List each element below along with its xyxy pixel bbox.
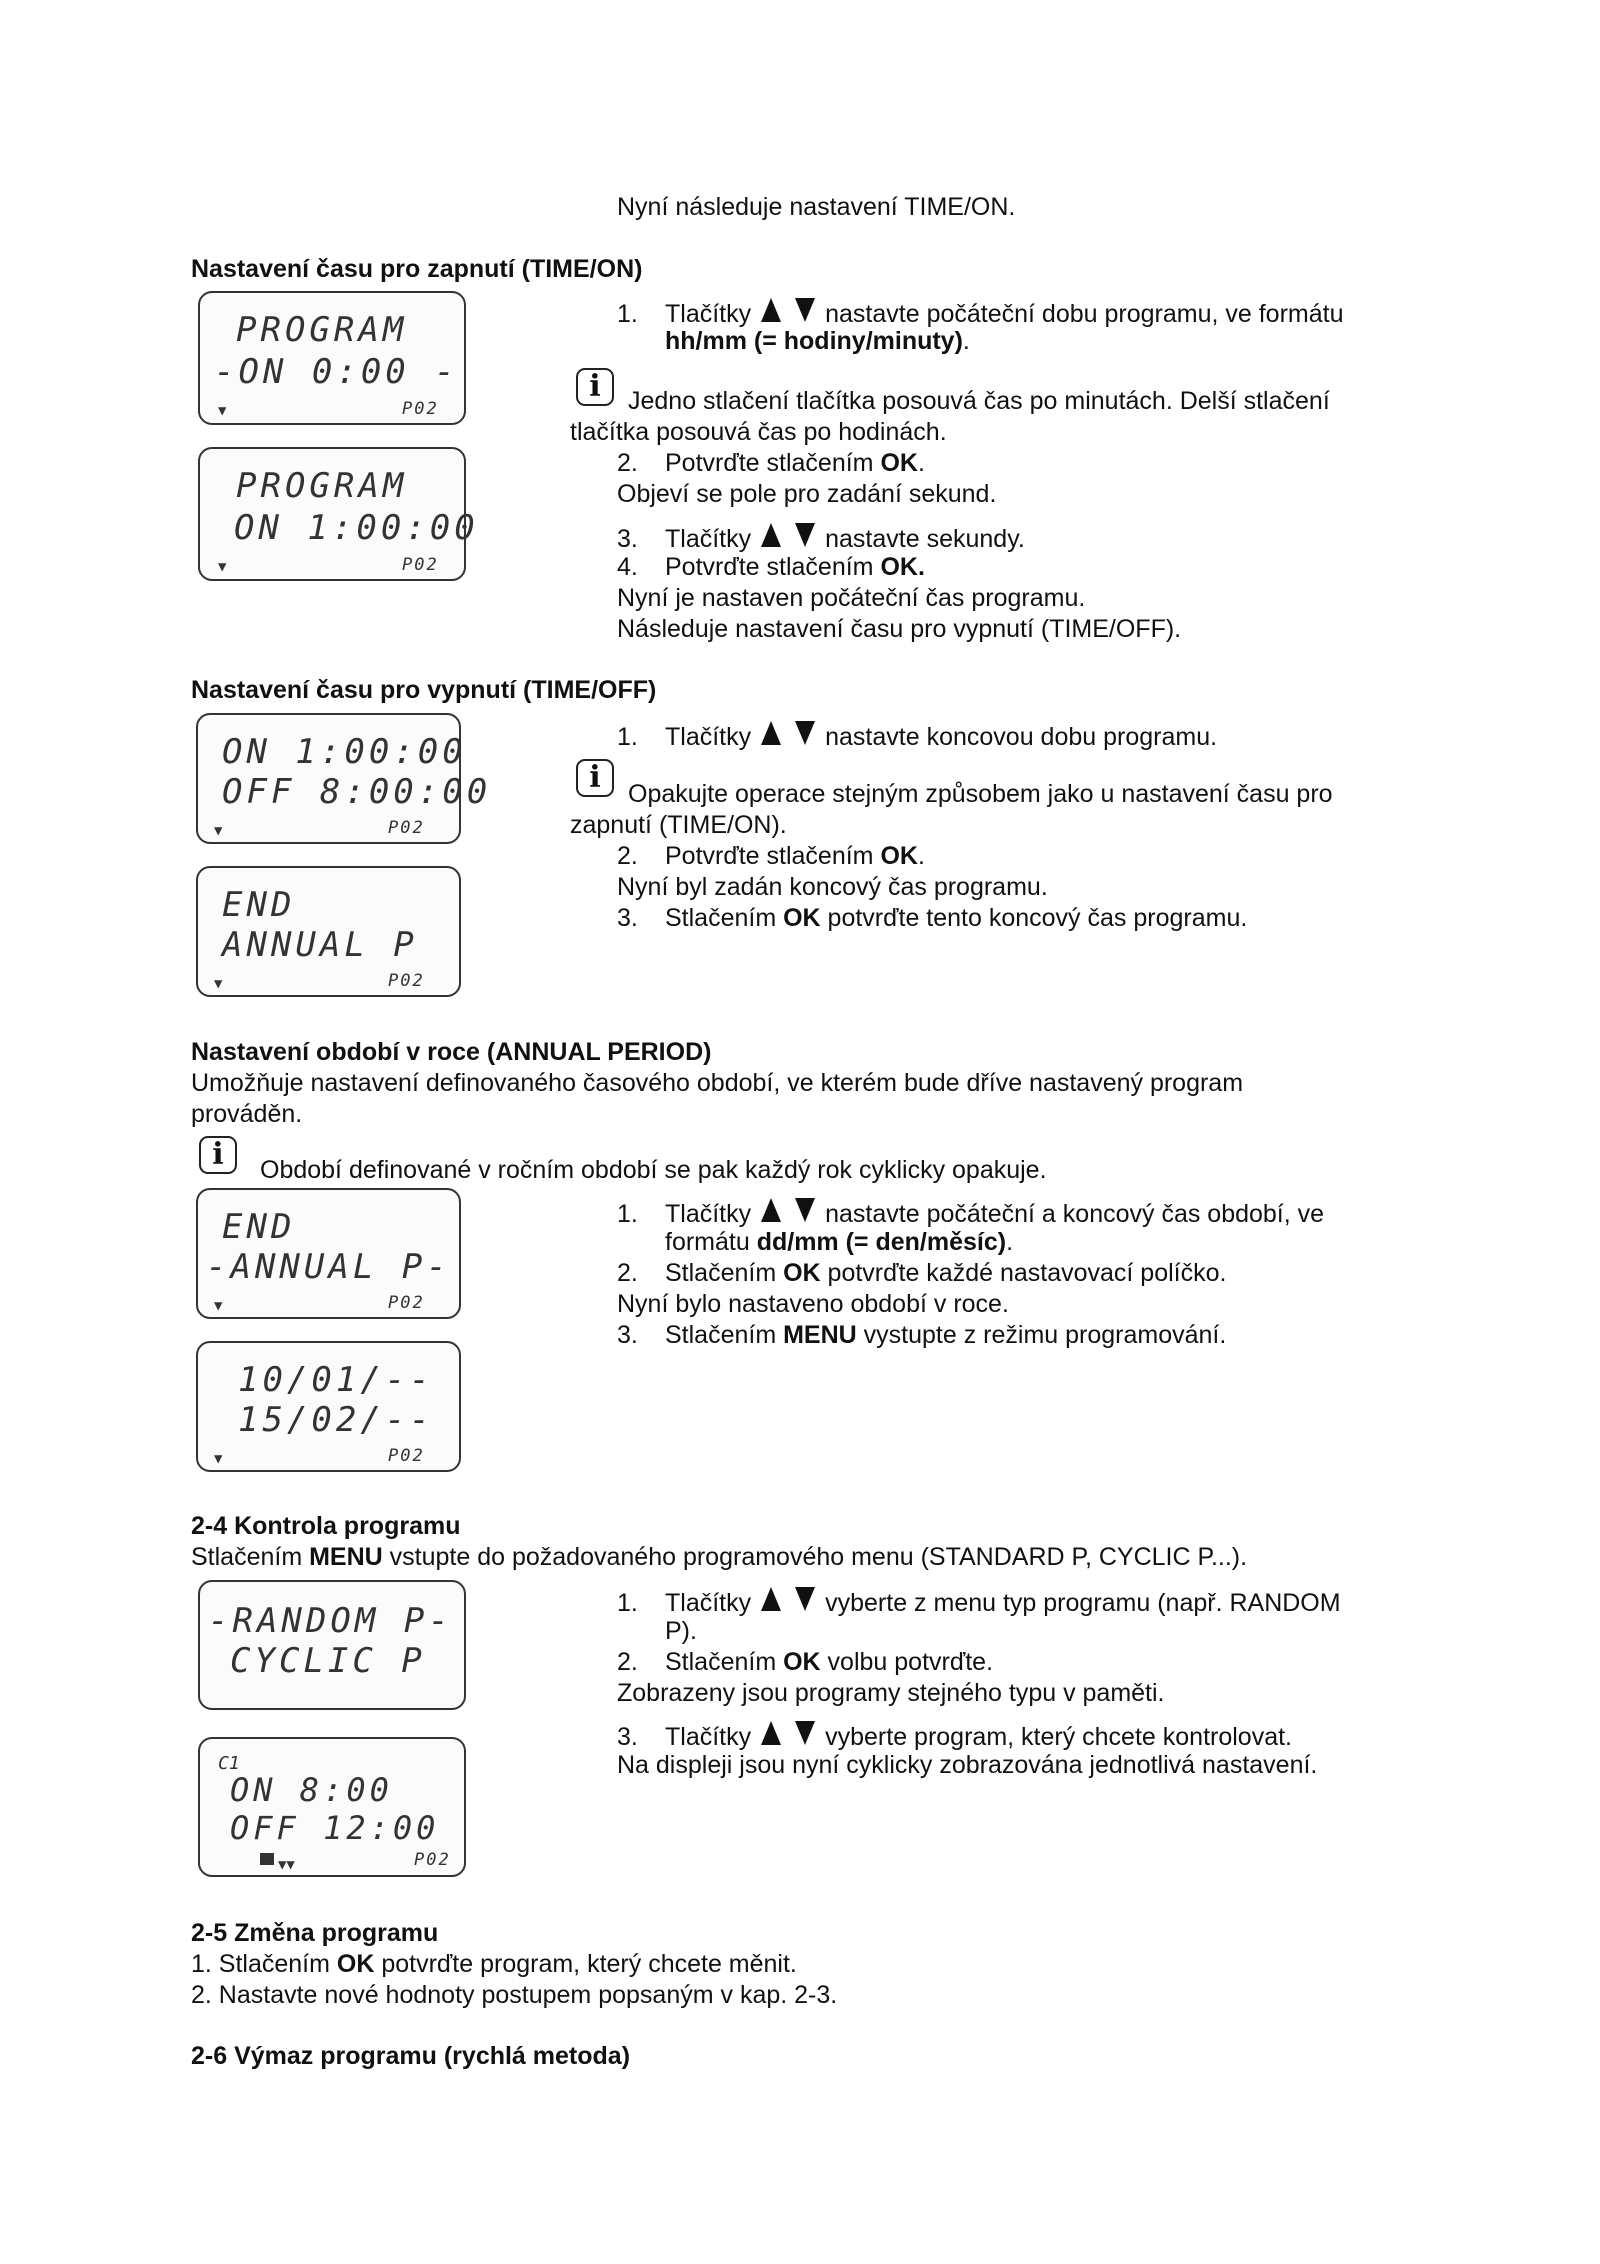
step-2-4-1-cont: P). xyxy=(665,1617,697,1645)
lcd-display-c1 xyxy=(198,1737,466,1877)
lcd-arrow-icon: ▼▼ xyxy=(278,1857,295,1873)
step-annual-1: 1. Tlačítky nastavte počáteční a koncový čas období, ve xyxy=(617,1196,1324,1229)
lcd-arrow-icon: ▼ xyxy=(218,559,227,575)
lcd-display-random-cyclic xyxy=(198,1580,466,1710)
lcd-tag: P02 xyxy=(388,971,425,991)
lcd-arrow-icon: ▼ xyxy=(214,1451,223,1467)
section-title-annual: Nastavení období v roce (ANNUAL PERIOD) xyxy=(191,1038,712,1066)
info-on-line-1: Jedno stlačení tlačítka posouvá čas po minutách. Delší stlačení xyxy=(628,387,1330,415)
lcd-arrow-icon: ▼ xyxy=(214,823,223,839)
up-down-arrows-icon xyxy=(759,296,817,324)
lcd-line-2: -ON 0:00 - xyxy=(214,352,459,392)
lcd-line-1: END xyxy=(222,885,296,925)
text-off-1: Nyní byl zadán koncový čas programu. xyxy=(617,873,1048,901)
step-annual-2: 2. Stlačením OK potvrďte každé nastavovací políčko. xyxy=(617,1259,1227,1287)
text-2-5-1: 1. Stlačením OK potvrďte program, který chcete měnit. xyxy=(191,1950,797,1978)
lcd-tag: P02 xyxy=(402,399,439,419)
step-on-1-format: hh/mm (= hodiny/minuty). xyxy=(665,327,970,355)
lcd-display-program-on-seconds xyxy=(198,447,479,581)
section-title-2-5: 2-5 Změna programu xyxy=(191,1919,439,1947)
up-down-arrows-icon xyxy=(759,1196,817,1224)
lcd-display-dates xyxy=(196,1341,461,1472)
step-2-4-2: 2. Stlačením OK volbu potvrďte. xyxy=(617,1648,994,1676)
lcd-display-end-annual-blink xyxy=(196,1188,461,1319)
info-on-line-2: tlačítka posouvá čas po hodinách. xyxy=(570,418,947,446)
info-off-line-1: Opakujte operace stejným způsobem jako u nastavení času pro xyxy=(628,780,1333,808)
lcd-line-2: ANNUAL P xyxy=(222,925,418,965)
text-2-4-1: Zobrazeny jsou programy stejného typu v paměti. xyxy=(617,1679,1165,1707)
lcd-line-2: -ANNUAL P- xyxy=(206,1247,451,1287)
step-off-2: 2. Potvrďte stlačením OK. xyxy=(617,842,925,870)
info-icon: i xyxy=(576,368,614,406)
annual-para-1: Umožňuje nastavení definovaného časového období, ve kterém bude dříve nastavený program xyxy=(191,1069,1244,1097)
lcd-line-1: PROGRAM xyxy=(236,466,408,506)
text-annual-1: Nyní bylo nastaveno období v roce. xyxy=(617,1290,1009,1318)
step-off-1: 1. Tlačítky nastavte koncovou dobu programu. xyxy=(617,719,1217,752)
lcd-display-end-annual xyxy=(196,866,461,997)
lcd-block-icon xyxy=(260,1853,274,1865)
lcd-display-program-on xyxy=(198,291,466,425)
info-off-line-2: zapnutí (TIME/ON). xyxy=(570,811,787,839)
lcd-tag: P02 xyxy=(402,555,439,575)
lcd-arrow-icon: ▼ xyxy=(218,403,227,419)
lcd-tag: P02 xyxy=(388,818,425,838)
lcd-line-2: ON 1:00:00 xyxy=(234,508,479,548)
text-2-4-2: Na displeji jsou nyní cyklicky zobrazována jednotlivá nastavení. xyxy=(617,1751,1318,1779)
lcd-line-1: END xyxy=(222,1207,296,1247)
text-2-4-intro: Stlačením MENU vstupte do požadovaného programového menu (STANDARD P, CYCLIC P...). xyxy=(191,1543,1248,1571)
annual-info: Období definované v ročním období se pak každý rok cyklicky opakuje. xyxy=(260,1156,1047,1184)
lcd-line-2: CYCLIC P xyxy=(230,1641,426,1681)
lcd-line-1: PROGRAM xyxy=(236,310,408,350)
section-title-time-on: Nastavení času pro zapnutí (TIME/ON) xyxy=(191,255,643,283)
step-annual-3: 3. Stlačením MENU vystupte z režimu programování. xyxy=(617,1321,1227,1349)
info-icon: i xyxy=(576,759,614,797)
lcd-line-0: C1 xyxy=(218,1753,240,1774)
step-2-4-3: 3. Tlačítky vyberte program, který chcete kontrolovat. xyxy=(617,1719,1292,1752)
text-on-3: Následuje nastavení času pro vypnutí (TIME/OFF). xyxy=(617,615,1182,643)
info-icon: i xyxy=(199,1136,237,1174)
step-annual-1-format: formátu dd/mm (= den/měsíc). xyxy=(665,1228,1014,1256)
up-down-arrows-icon xyxy=(759,521,817,549)
step-on-2: 2. Potvrďte stlačením OK. xyxy=(617,449,925,477)
text-2-5-2: 2. Nastavte nové hodnoty postupem popsaným v kap. 2-3. xyxy=(191,1981,838,2009)
step-on-4: 4. Potvrďte stlačením OK. xyxy=(617,553,925,581)
section-title-time-off: Nastavení času pro vypnutí (TIME/OFF) xyxy=(191,676,657,704)
lcd-line-1: -RANDOM P- xyxy=(208,1601,453,1641)
lcd-line-1: ON 8:00 xyxy=(230,1771,393,1809)
lcd-arrow-icon: ▼ xyxy=(214,976,223,992)
up-down-arrows-icon xyxy=(759,1585,817,1613)
lcd-line-1: ON 1:00:00 xyxy=(222,732,467,772)
lcd-arrow-icon: ▼ xyxy=(214,1298,223,1314)
step-2-4-1: 1. Tlačítky vyberte z menu typ programu (např. RANDOM xyxy=(617,1585,1341,1618)
step-on-3: 3. Tlačítky nastavte sekundy. xyxy=(617,521,1025,554)
lcd-line-2: 15/02/-- xyxy=(238,1400,434,1440)
up-down-arrows-icon xyxy=(759,1719,817,1747)
up-down-arrows-icon xyxy=(759,719,817,747)
step-on-1: 1. Tlačítky nastavte počáteční dobu programu, ve formátu xyxy=(617,296,1343,329)
lcd-display-on-off xyxy=(196,713,492,844)
section-title-2-4: 2-4 Kontrola programu xyxy=(191,1512,461,1540)
text-on-1: Objeví se pole pro zadání sekund. xyxy=(617,480,997,508)
intro-text: Nyní následuje nastavení TIME/ON. xyxy=(617,193,1016,221)
lcd-tag: P02 xyxy=(388,1293,425,1313)
step-off-3: 3. Stlačením OK potvrďte tento koncový čas programu. xyxy=(617,904,1248,932)
lcd-line-1: 10/01/-- xyxy=(238,1360,434,1400)
lcd-tag: P02 xyxy=(414,1850,451,1870)
lcd-line-2: OFF 8:00:00 xyxy=(222,772,492,812)
section-title-2-6: 2-6 Výmaz programu (rychlá metoda) xyxy=(191,2042,631,2070)
lcd-line-2: OFF 12:00 xyxy=(230,1809,440,1847)
annual-para-2: prováděn. xyxy=(191,1100,303,1128)
text-on-2: Nyní je nastaven počáteční čas programu. xyxy=(617,584,1086,612)
lcd-tag: P02 xyxy=(388,1446,425,1466)
